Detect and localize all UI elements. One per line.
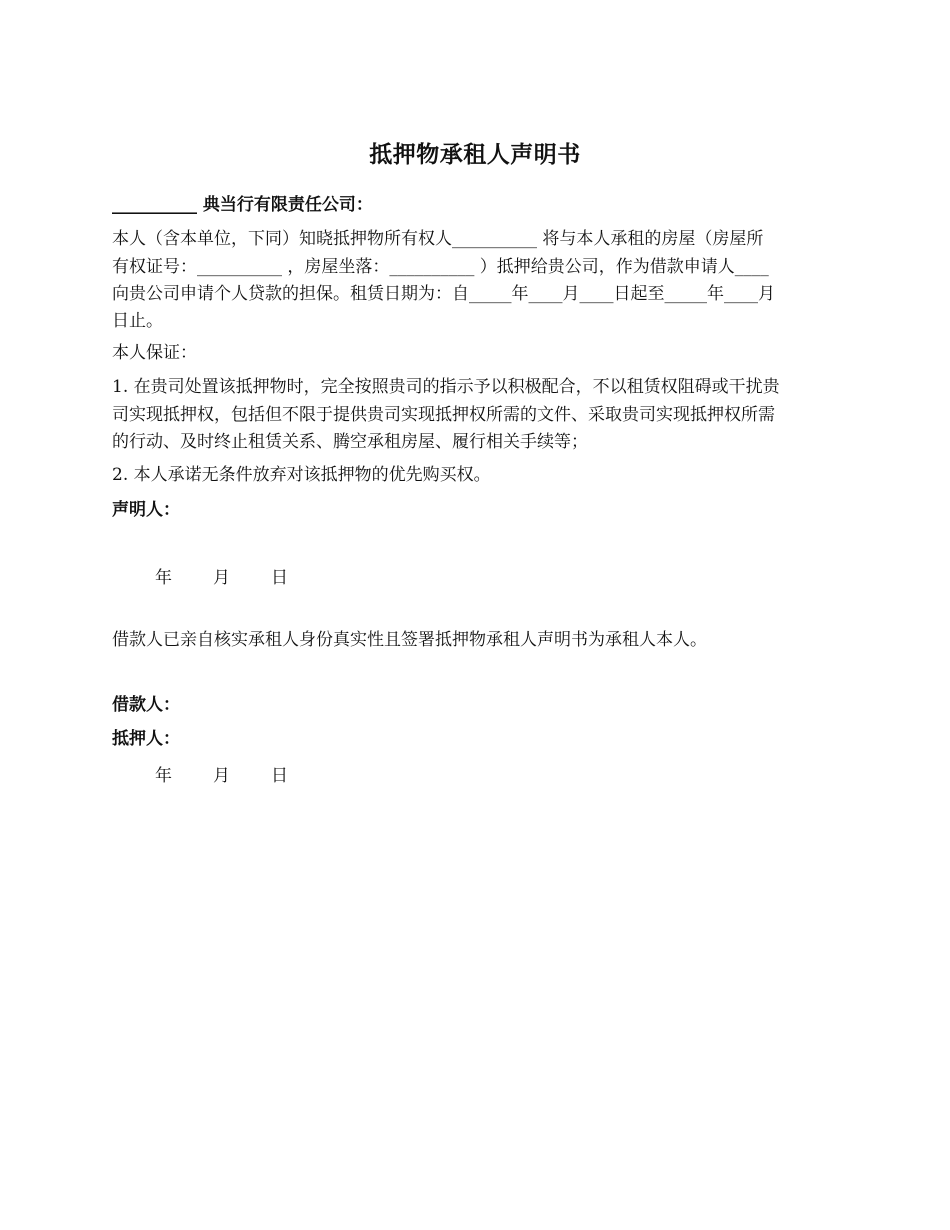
declarant-label: 声明人： (112, 500, 180, 520)
signature-date (155, 761, 329, 786)
date-day: 日 (271, 568, 288, 588)
date-day: 日 (271, 766, 288, 786)
guarantee-intro: 本人保证： (112, 343, 197, 363)
date-month: 月 (213, 766, 230, 786)
document-title: 抵押物承租人声明书 (369, 141, 581, 168)
mortgagor-label: 抵押人： (112, 729, 180, 749)
item-1-line-2: 司实现抵押权，包括但不限于提供贵司实现抵押权所需的文件、采取贵司实现抵押权所需 (112, 405, 775, 425)
item-1-line-1: 1. 在贵司处置该抵押物时，完全按照贵司的指示予以积极配合，不以租赁权阻碍或干扰贵 (112, 377, 780, 397)
item-1-line-3: 的行动、及时终止租赁关系、腾空承租房屋、履行相关手续等； (112, 432, 588, 452)
paragraph-1-line-3: 向贵公司申请个人贷款的担保。租赁日期为：自_____年____月____日起至_____年____月 (112, 284, 775, 304)
declarant-date (155, 563, 329, 588)
addressee-line: __________ 典当行有限责任公司： (112, 195, 373, 215)
paragraph-1-line-4: 日止。 (112, 311, 163, 331)
date-year: 年 (155, 568, 172, 588)
verification-statement: 借款人已亲自核实承租人身份真实性且签署抵押物承租人声明书为承租人本人。 (112, 630, 707, 650)
item-2: 2. 本人承诺无条件放弃对该抵押物的优先购买权。 (112, 465, 491, 485)
date-month: 月 (213, 568, 230, 588)
borrower-label: 借款人： (112, 695, 180, 715)
paragraph-1-line-1: 本人（含本单位，下同）知晓抵押物所有权人__________ 将与本人承租的房屋（房屋所 (112, 229, 764, 249)
paragraph-1-line-2: 有权证号：__________ ，房屋坐落：__________ ）抵押给贵公司，作为借款申请人____ (112, 257, 769, 277)
date-year: 年 (155, 766, 172, 786)
